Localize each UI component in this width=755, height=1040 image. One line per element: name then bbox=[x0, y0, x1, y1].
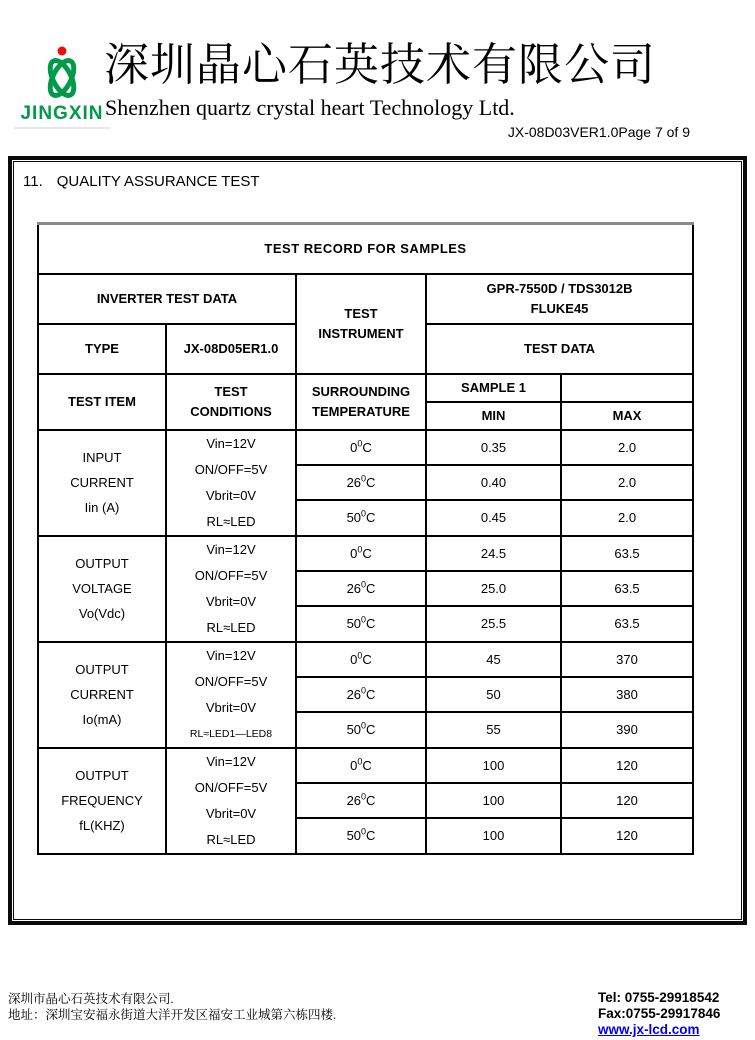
max-value-cell: 380 bbox=[561, 677, 693, 712]
test-item-line: Vo(Vdc) bbox=[78, 606, 126, 621]
test-item-line: OUTPUT bbox=[75, 662, 129, 677]
min-value-cell: 55 bbox=[426, 712, 561, 747]
test-condition-line: RL≈LED bbox=[206, 831, 256, 847]
test-instrument-cell bbox=[296, 274, 426, 374]
sample-row bbox=[38, 374, 693, 402]
test-condition-line: ON/OFF=5V bbox=[194, 673, 268, 689]
logo-text: JINGXIN bbox=[14, 103, 110, 129]
test-item-line: INPUT bbox=[82, 450, 122, 465]
test-item-line: Iin (A) bbox=[84, 500, 120, 515]
test-condition-line: ON/OFF=5V bbox=[194, 461, 268, 477]
test-condition-line: RL≈LED1—LED8 bbox=[189, 727, 273, 740]
table-title-row bbox=[38, 224, 693, 274]
test-item-line: FREQUENCY bbox=[61, 793, 143, 808]
footer-company-block bbox=[8, 991, 336, 1023]
data-row bbox=[38, 536, 693, 571]
footer-fax: Fax:0755-29917846 bbox=[598, 1006, 721, 1021]
table-body bbox=[38, 430, 693, 854]
section-title-text: QUALITY ASSURANCE TEST bbox=[56, 173, 260, 190]
max-value-cell: 120 bbox=[561, 818, 693, 853]
temperature-cell: $0^0C$ bbox=[296, 642, 426, 677]
temperature-cell: $0^0C$ bbox=[296, 536, 426, 571]
table-title: TEST RECORD FOR SAMPLES bbox=[38, 224, 693, 274]
jingxin-logo-icon bbox=[36, 44, 88, 102]
section-number: 11. bbox=[23, 173, 43, 190]
min-value-cell: 100 bbox=[426, 748, 561, 783]
temperature-cell: $0^0C$ bbox=[296, 430, 426, 465]
min-value-cell: 25.0 bbox=[426, 571, 561, 606]
test-conditions-cell bbox=[166, 748, 296, 854]
test-condition-line: Vbrit=0V bbox=[205, 805, 257, 821]
instrument-value-cell bbox=[426, 274, 693, 324]
test-item-cell bbox=[38, 430, 166, 536]
max-value-cell: 63.5 bbox=[561, 606, 693, 641]
min-value-cell: 0.40 bbox=[426, 465, 561, 500]
test-record-table bbox=[37, 222, 694, 855]
temperature-cell: $26^0C$ bbox=[296, 677, 426, 712]
instrument-row bbox=[38, 274, 693, 324]
type-value-cell: JX-08D05ER1.0 bbox=[166, 324, 296, 374]
section-title bbox=[23, 173, 260, 190]
footer-website-link[interactable]: www.jx-lcd.com bbox=[598, 1022, 700, 1037]
test-conditions-header-cell bbox=[166, 374, 296, 430]
test-condition-line: ON/OFF=5V bbox=[194, 779, 268, 795]
temperature-cell: $26^0C$ bbox=[296, 571, 426, 606]
test-item-header-cell: TEST ITEM bbox=[38, 374, 166, 430]
test-condition-line: Vbrit=0V bbox=[205, 699, 257, 715]
footer-tel: Tel: 0755-29918542 bbox=[598, 990, 720, 1005]
data-row bbox=[38, 642, 693, 677]
temperature-cell: $26^0C$ bbox=[296, 465, 426, 500]
test-data-label-cell: TEST DATA bbox=[426, 324, 693, 374]
test-condition-line: Vbrit=0V bbox=[205, 593, 257, 609]
min-value-cell: 50 bbox=[426, 677, 561, 712]
max-header-cell: MAX bbox=[561, 402, 693, 430]
company-name-cn: 深圳晶心石英技术有限公司 bbox=[104, 40, 657, 90]
footer-company-line: 深圳市晶心石英技术有限公司. bbox=[8, 992, 174, 1006]
instrument-value-line2: FLUKE45 bbox=[530, 300, 589, 316]
test-condition-line: RL≈LED bbox=[206, 513, 256, 529]
min-value-cell: 100 bbox=[426, 783, 561, 818]
test-condition-line: Vin=12V bbox=[206, 753, 256, 769]
test-condition-line: Vin=12V bbox=[206, 541, 256, 557]
max-value-cell: 63.5 bbox=[561, 571, 693, 606]
min-value-cell: 25.5 bbox=[426, 606, 561, 641]
doc-reference: JX-08D03VER1.0Page 7 of 9 bbox=[507, 124, 690, 140]
max-value-cell: 63.5 bbox=[561, 536, 693, 571]
type-label-cell: TYPE bbox=[38, 324, 166, 374]
footer-address-line: 地址：深圳宝安福永街道大洋开发区福安工业城第六栋四楼. bbox=[8, 1008, 337, 1022]
max-value-cell: 2.0 bbox=[561, 430, 693, 465]
min-value-cell: 0.35 bbox=[426, 430, 561, 465]
test-condition-line: RL≈LED bbox=[206, 619, 256, 635]
test-conditions-line2: CONDITIONS bbox=[190, 403, 272, 419]
test-conditions-cell bbox=[166, 430, 296, 536]
min-header-cell: MIN bbox=[426, 402, 561, 430]
test-instrument-line2: INSTRUMENT bbox=[318, 325, 404, 341]
inverter-test-data-cell: INVERTER TEST DATA bbox=[38, 274, 296, 324]
test-conditions-cell bbox=[166, 536, 296, 642]
max-value-cell: 120 bbox=[561, 783, 693, 818]
temperature-cell: $50^0C$ bbox=[296, 606, 426, 641]
temperature-cell: $50^0C$ bbox=[296, 818, 426, 853]
max-value-cell: 120 bbox=[561, 748, 693, 783]
test-item-line: fL(KHZ) bbox=[79, 818, 125, 833]
test-item-line: CURRENT bbox=[70, 687, 134, 702]
surrounding-temperature-line2: TEMPERATURE bbox=[312, 403, 410, 419]
empty-header-cell bbox=[561, 374, 693, 402]
surrounding-temperature-line1: SURROUNDING bbox=[311, 383, 411, 399]
temperature-cell: $50^0C$ bbox=[296, 712, 426, 747]
sample1-header-cell: SAMPLE 1 bbox=[426, 374, 561, 402]
test-item-cell bbox=[38, 642, 166, 748]
test-condition-line: Vin=12V bbox=[206, 647, 256, 663]
test-condition-line: Vbrit=0V bbox=[205, 487, 257, 503]
test-item-cell bbox=[38, 536, 166, 642]
data-row bbox=[38, 430, 693, 465]
test-item-cell bbox=[38, 748, 166, 854]
data-row bbox=[38, 748, 693, 783]
test-condition-line: Vin=12V bbox=[206, 435, 256, 451]
test-conditions-cell bbox=[166, 642, 296, 748]
temperature-cell: $26^0C$ bbox=[296, 783, 426, 818]
surrounding-temperature-header-cell bbox=[296, 374, 426, 430]
min-value-cell: 45 bbox=[426, 642, 561, 677]
test-item-line: OUTPUT bbox=[75, 556, 129, 571]
temperature-cell: $0^0C$ bbox=[296, 748, 426, 783]
footer-contact-block bbox=[598, 990, 720, 1038]
max-value-cell: 2.0 bbox=[561, 465, 693, 500]
test-conditions-line1: TEST bbox=[214, 383, 248, 399]
test-item-line: CURRENT bbox=[70, 475, 134, 490]
temperature-cell: $50^0C$ bbox=[296, 500, 426, 535]
test-item-line: Io(mA) bbox=[82, 712, 122, 727]
test-item-line: OUTPUT bbox=[75, 768, 129, 783]
company-logo bbox=[14, 44, 110, 129]
test-condition-line: ON/OFF=5V bbox=[194, 567, 268, 583]
min-value-cell: 0.45 bbox=[426, 500, 561, 535]
company-name-en: Shenzhen quartz crystal heart Technology Ltd. bbox=[105, 95, 515, 120]
max-value-cell: 370 bbox=[561, 642, 693, 677]
table-header-rows bbox=[38, 224, 693, 430]
max-value-cell: 390 bbox=[561, 712, 693, 747]
test-item-line: VOLTAGE bbox=[72, 581, 132, 596]
min-value-cell: 100 bbox=[426, 818, 561, 853]
max-value-cell: 2.0 bbox=[561, 500, 693, 535]
instrument-value-line1: GPR-7550D / TDS3012B bbox=[486, 280, 633, 296]
test-instrument-line1: TEST bbox=[344, 305, 378, 321]
min-value-cell: 24.5 bbox=[426, 536, 561, 571]
